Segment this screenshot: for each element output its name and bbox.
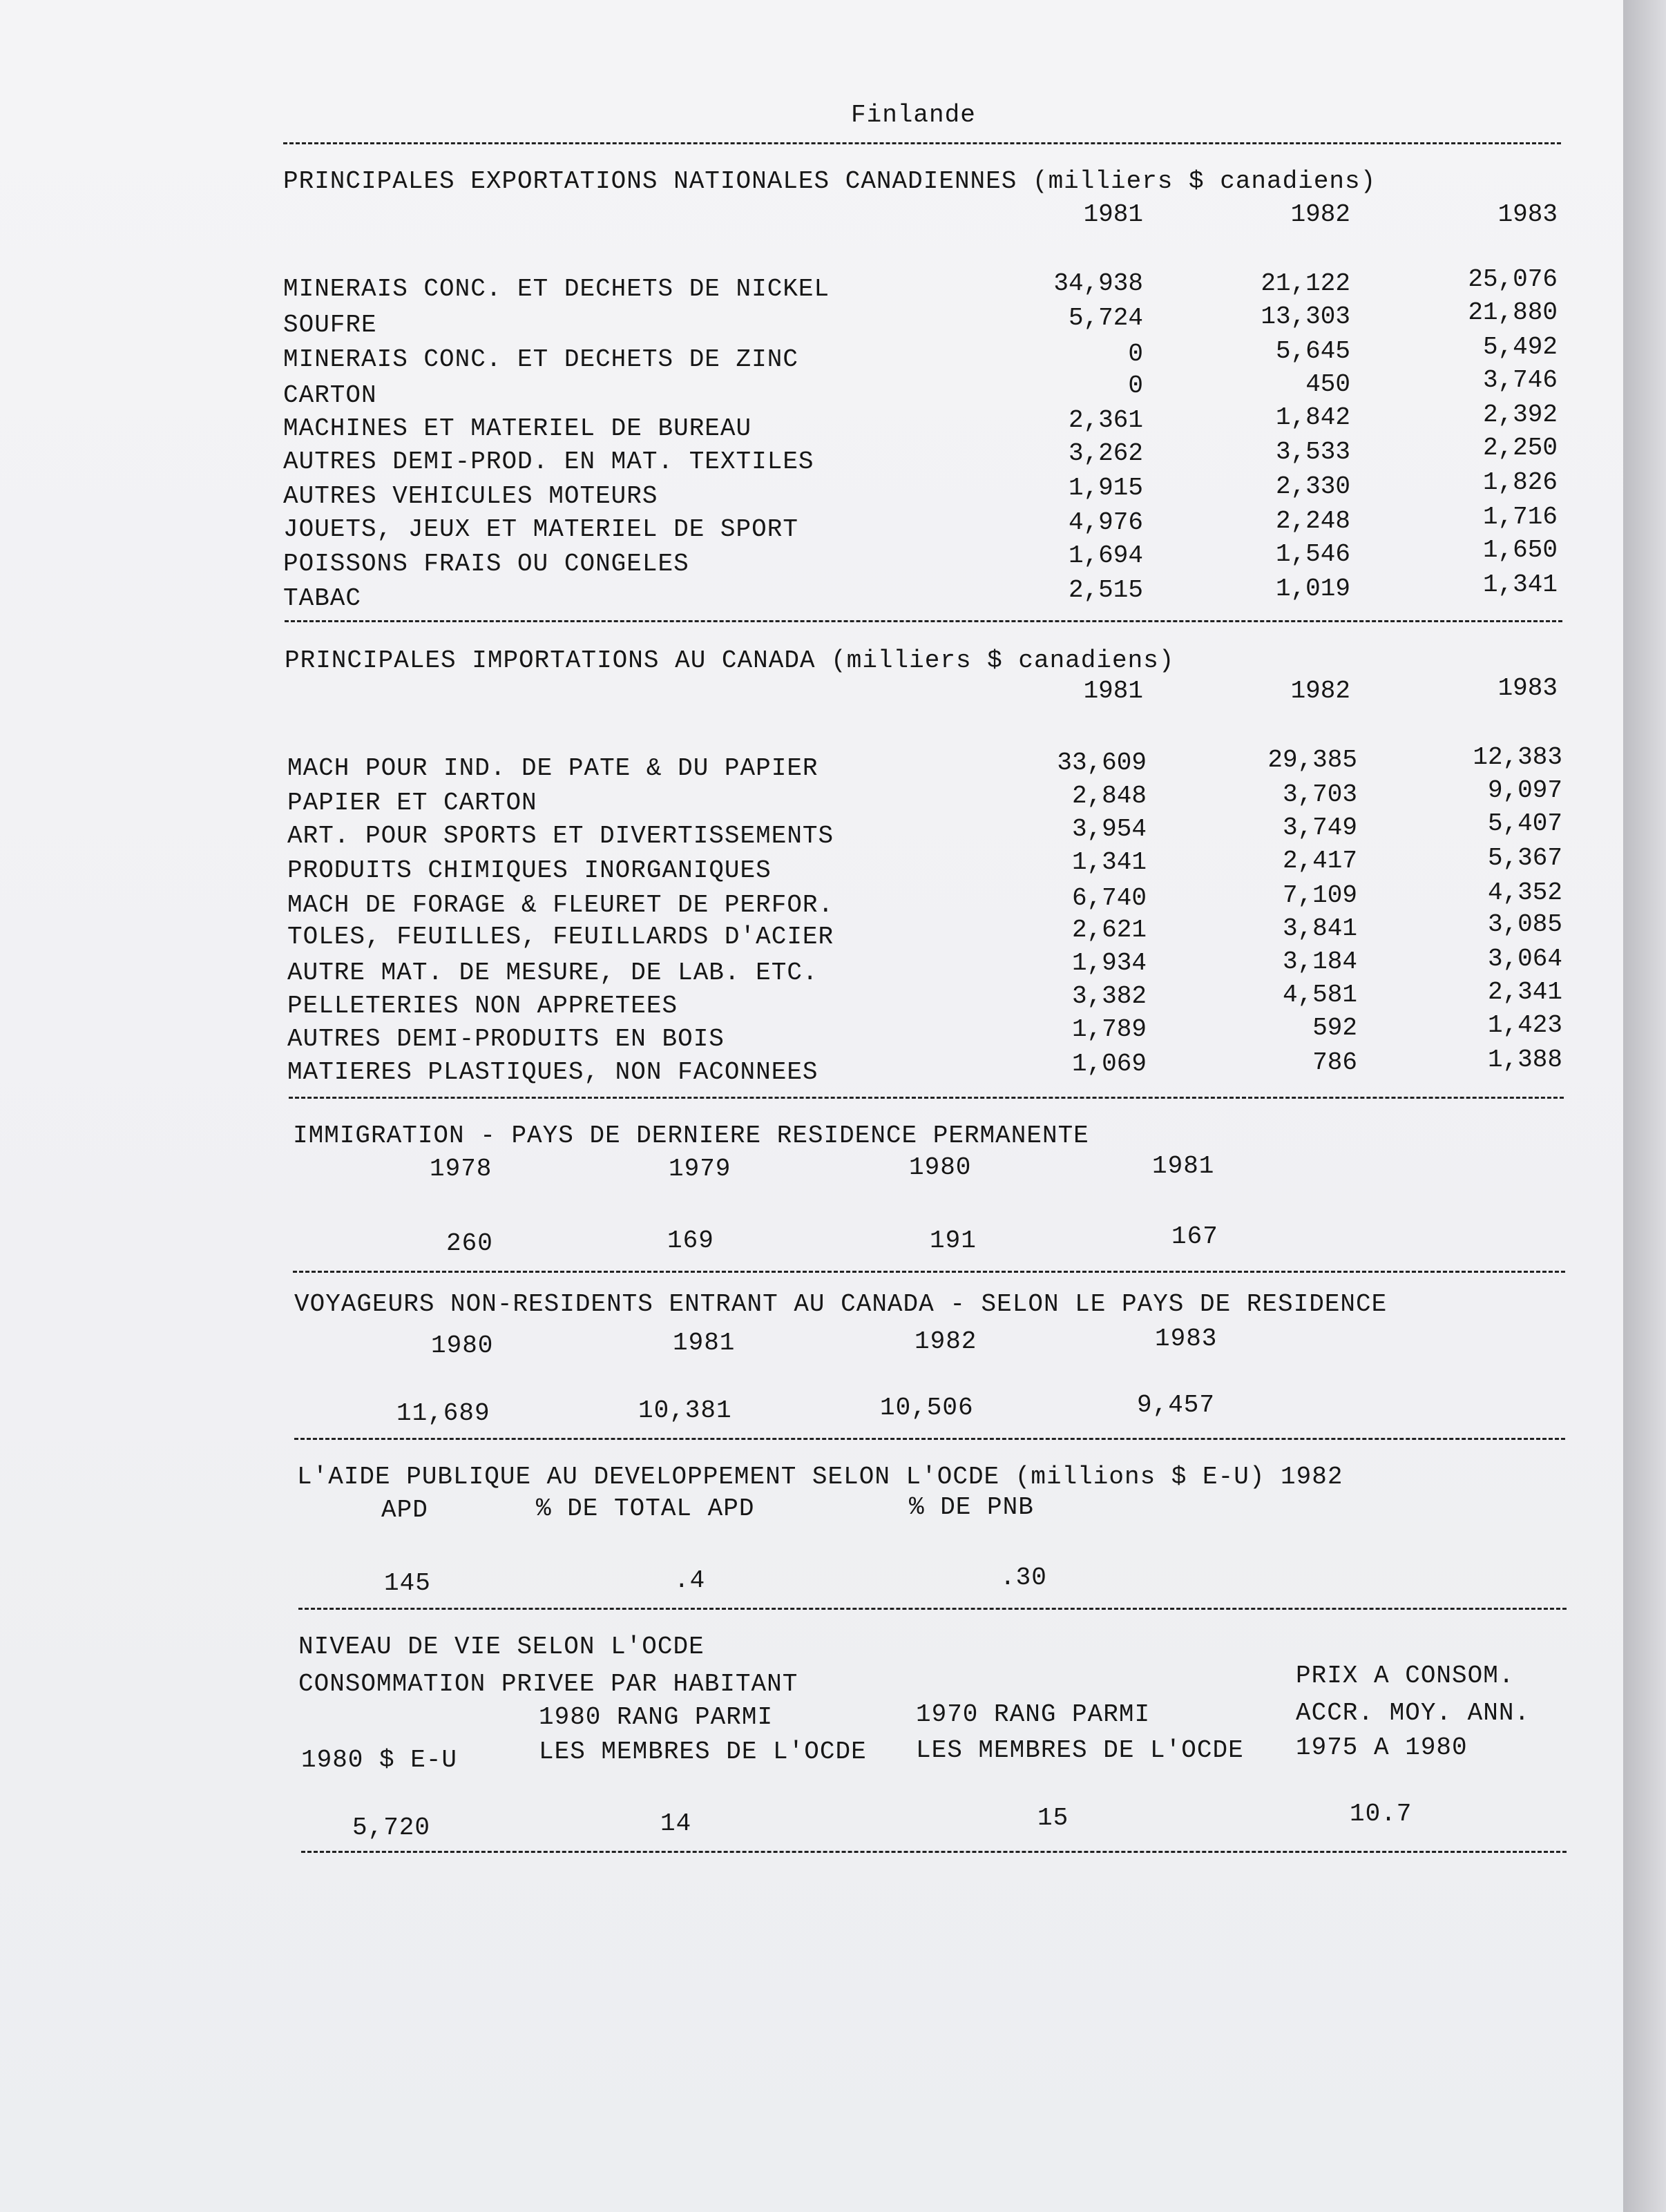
- row-value-1981: 33,609: [1057, 749, 1147, 777]
- row-value-1982: 786: [1312, 1048, 1357, 1077]
- row-label: SOUFRE: [283, 311, 377, 339]
- exports-year-2: 1982: [1290, 200, 1350, 229]
- row-value-1983: 9,097: [1487, 776, 1562, 805]
- aid-col-apd: APD: [381, 1496, 428, 1524]
- row-value-1982: 3,184: [1282, 948, 1357, 976]
- row-value-1982: 29,385: [1267, 746, 1357, 774]
- living-col4-line2: ACCR. MOY. ANN.: [1296, 1699, 1531, 1727]
- visitors-heading: VOYAGEURS NON-RESIDENTS ENTRANT AU CANADA - SELON LE PAYS DE RESIDENCE: [294, 1290, 1388, 1318]
- row-value-1983: 5,407: [1487, 809, 1562, 838]
- row-value-1983: 1,650: [1482, 536, 1558, 564]
- row-value-1981: 1,069: [1071, 1050, 1147, 1078]
- aid-value-pnb: .30: [1000, 1564, 1047, 1592]
- immigration-value-1980: 191: [930, 1227, 977, 1255]
- visitors-year-1981: 1981: [673, 1329, 736, 1357]
- living-value-price: 10.7: [1350, 1800, 1413, 1828]
- row-value-1983: 5,492: [1482, 333, 1558, 361]
- row-value-1983: 2,392: [1482, 401, 1558, 429]
- row-label: PAPIER ET CARTON: [287, 789, 537, 817]
- aid-heading: L'AIDE PUBLIQUE AU DEVELOPPEMENT SELON L'OCDE (millions $ E-U) 1982: [297, 1463, 1343, 1491]
- row-value-1981: 4,976: [1068, 508, 1143, 537]
- row-value-1982: 3,703: [1282, 780, 1357, 809]
- row-label: CARTON: [283, 381, 377, 410]
- row-value-1981: 2,848: [1071, 782, 1147, 810]
- row-value-1982: 450: [1305, 370, 1350, 398]
- row-value-1981: 1,789: [1071, 1015, 1147, 1044]
- row-value-1982: 13,303: [1261, 302, 1350, 331]
- visitors-value-1980: 11,689: [396, 1399, 490, 1427]
- row-value-1982: 592: [1312, 1014, 1357, 1042]
- row-value-1981: 2,621: [1071, 916, 1147, 944]
- row-value-1981: 3,954: [1071, 815, 1147, 843]
- visitors-value-1982: 10,506: [880, 1394, 974, 1422]
- row-value-1982: 21,122: [1261, 269, 1350, 298]
- page-title: Finlande: [851, 101, 976, 129]
- row-value-1981: 6,740: [1071, 884, 1147, 912]
- aid-col-pnb: % DE PNB: [909, 1493, 1034, 1521]
- aid-value-total: .4: [674, 1566, 706, 1595]
- row-value-1983: 3,746: [1482, 366, 1558, 394]
- living-col1: 1980 $ E-U: [301, 1746, 458, 1774]
- row-value-1981: 5,724: [1068, 304, 1143, 332]
- row-value-1981: 3,382: [1071, 982, 1147, 1010]
- divider: [298, 1608, 1567, 1610]
- row-value-1982: 4,581: [1282, 981, 1357, 1009]
- row-label: MACH DE FORAGE & FLEURET DE PERFOR.: [287, 891, 834, 919]
- living-col2-line2: LES MEMBRES DE L'OCDE: [539, 1738, 867, 1766]
- row-label: MINERAIS CONC. ET DECHETS DE NICKEL: [283, 275, 830, 303]
- immigration-year-1981: 1981: [1152, 1152, 1215, 1180]
- aid-col-total: % DE TOTAL APD: [536, 1494, 755, 1523]
- row-label: ART. POUR SPORTS ET DIVERTISSEMENTS: [287, 822, 834, 850]
- row-label: TOLES, FEUILLES, FEUILLARDS D'ACIER: [287, 923, 834, 951]
- row-value-1983: 1,388: [1487, 1046, 1562, 1074]
- row-value-1982: 3,841: [1282, 914, 1357, 943]
- row-label: AUTRES VEHICULES MOTEURS: [283, 482, 658, 510]
- living-col3-line1: 1970 RANG PARMI: [916, 1700, 1151, 1729]
- row-value-1983: 21,880: [1468, 298, 1558, 327]
- row-value-1983: 1,341: [1482, 570, 1558, 599]
- row-value-1981: 1,694: [1068, 541, 1143, 570]
- row-value-1983: 3,085: [1487, 910, 1562, 939]
- row-value-1981: 1,915: [1068, 474, 1143, 502]
- imports-year-2: 1982: [1290, 677, 1350, 705]
- row-value-1982: 7,109: [1282, 881, 1357, 910]
- row-label: AUTRES DEMI-PROD. EN MAT. TEXTILES: [283, 448, 814, 476]
- row-value-1983: 1,423: [1487, 1011, 1562, 1039]
- divider: [293, 1271, 1565, 1273]
- row-value-1981: 2,515: [1068, 576, 1143, 604]
- row-value-1983: 4,352: [1487, 878, 1562, 907]
- living-col3-line2: LES MEMBRES DE L'OCDE: [916, 1736, 1244, 1764]
- row-label: POISSONS FRAIS OU CONGELES: [283, 550, 689, 578]
- row-value-1982: 2,248: [1275, 507, 1350, 535]
- immigration-value-1981: 167: [1171, 1222, 1218, 1251]
- row-value-1983: 12,383: [1473, 743, 1562, 771]
- immigration-year-1980: 1980: [909, 1153, 972, 1182]
- row-label: MACH POUR IND. DE PATE & DU PAPIER: [287, 754, 818, 782]
- row-value-1981: 0: [1128, 340, 1143, 368]
- living-value-rank-1980: 14: [660, 1809, 692, 1838]
- row-label: PRODUITS CHIMIQUES INORGANIQUES: [287, 856, 772, 885]
- row-value-1981: 2,361: [1068, 406, 1143, 434]
- exports-heading: PRINCIPALES EXPORTATIONS NATIONALES CANADIENNES (milliers $ canadiens): [283, 167, 1377, 195]
- visitors-value-1981: 10,381: [638, 1396, 732, 1425]
- row-value-1983: 1,716: [1482, 503, 1558, 531]
- row-label: JOUETS, JEUX ET MATERIEL DE SPORT: [283, 515, 798, 544]
- living-subheading: CONSOMMATION PRIVEE PAR HABITANT: [298, 1670, 798, 1698]
- living-heading: NIVEAU DE VIE SELON L'OCDE: [298, 1633, 705, 1661]
- immigration-year-1978: 1978: [430, 1155, 492, 1183]
- row-label: MINERAIS CONC. ET DECHETS DE ZINC: [283, 345, 798, 374]
- divider: [294, 1438, 1565, 1440]
- row-value-1982: 5,645: [1275, 337, 1350, 365]
- divider: [301, 1851, 1567, 1853]
- divider: [289, 1097, 1564, 1099]
- living-value-rank-1970: 15: [1037, 1804, 1069, 1832]
- row-label: TABAC: [283, 584, 362, 613]
- immigration-value-1979: 169: [667, 1227, 714, 1255]
- imports-year-3: 1983: [1497, 674, 1558, 702]
- visitors-year-1983: 1983: [1155, 1325, 1218, 1353]
- immigration-year-1979: 1979: [669, 1155, 731, 1183]
- immigration-value-1978: 260: [446, 1229, 493, 1258]
- row-value-1982: 2,330: [1275, 472, 1350, 501]
- living-col4-line3: 1975 A 1980: [1296, 1733, 1468, 1762]
- visitors-year-1982: 1982: [915, 1327, 977, 1356]
- row-value-1981: 1,341: [1071, 848, 1147, 876]
- row-value-1981: 34,938: [1053, 269, 1143, 298]
- divider: [283, 142, 1561, 144]
- imports-year-1: 1981: [1083, 677, 1143, 705]
- row-value-1981: 1,934: [1071, 949, 1147, 977]
- row-label: AUTRES DEMI-PRODUITS EN BOIS: [287, 1025, 725, 1053]
- visitors-value-1983: 9,457: [1137, 1391, 1216, 1419]
- row-value-1983: 3,064: [1487, 945, 1562, 973]
- row-value-1983: 2,341: [1487, 978, 1562, 1006]
- row-value-1982: 1,842: [1275, 403, 1350, 432]
- row-value-1983: 5,367: [1487, 844, 1562, 872]
- page-edge: [1623, 0, 1666, 2212]
- visitors-year-1980: 1980: [431, 1331, 494, 1360]
- row-value-1982: 3,749: [1282, 814, 1357, 842]
- row-value-1982: 1,546: [1275, 540, 1350, 568]
- row-value-1982: 2,417: [1282, 847, 1357, 875]
- row-value-1981: 3,262: [1068, 439, 1143, 468]
- row-value-1982: 3,533: [1275, 438, 1350, 466]
- row-label: MATIERES PLASTIQUES, NON FACONNEES: [287, 1058, 818, 1086]
- imports-heading: PRINCIPALES IMPORTATIONS AU CANADA (milliers $ canadiens): [285, 646, 1175, 675]
- exports-year-3: 1983: [1497, 200, 1558, 229]
- living-value-1980-usd: 5,720: [352, 1814, 431, 1842]
- row-value-1983: 1,826: [1482, 468, 1558, 497]
- row-label: PELLETERIES NON APPRETEES: [287, 992, 678, 1020]
- row-label: MACHINES ET MATERIEL DE BUREAU: [283, 414, 752, 443]
- immigration-heading: IMMIGRATION - PAYS DE DERNIERE RESIDENCE PERMANENTE: [293, 1122, 1089, 1150]
- living-col2-line1: 1980 RANG PARMI: [539, 1703, 774, 1731]
- aid-value-apd: 145: [384, 1569, 431, 1597]
- row-label: AUTRE MAT. DE MESURE, DE LAB. ETC.: [287, 959, 818, 987]
- row-value-1983: 2,250: [1482, 434, 1558, 462]
- living-col4-line1: PRIX A CONSOM.: [1296, 1662, 1515, 1690]
- row-value-1981: 0: [1128, 372, 1143, 400]
- row-value-1982: 1,019: [1275, 575, 1350, 603]
- exports-year-1: 1981: [1083, 200, 1143, 229]
- row-value-1983: 25,076: [1468, 265, 1558, 294]
- divider: [285, 620, 1562, 622]
